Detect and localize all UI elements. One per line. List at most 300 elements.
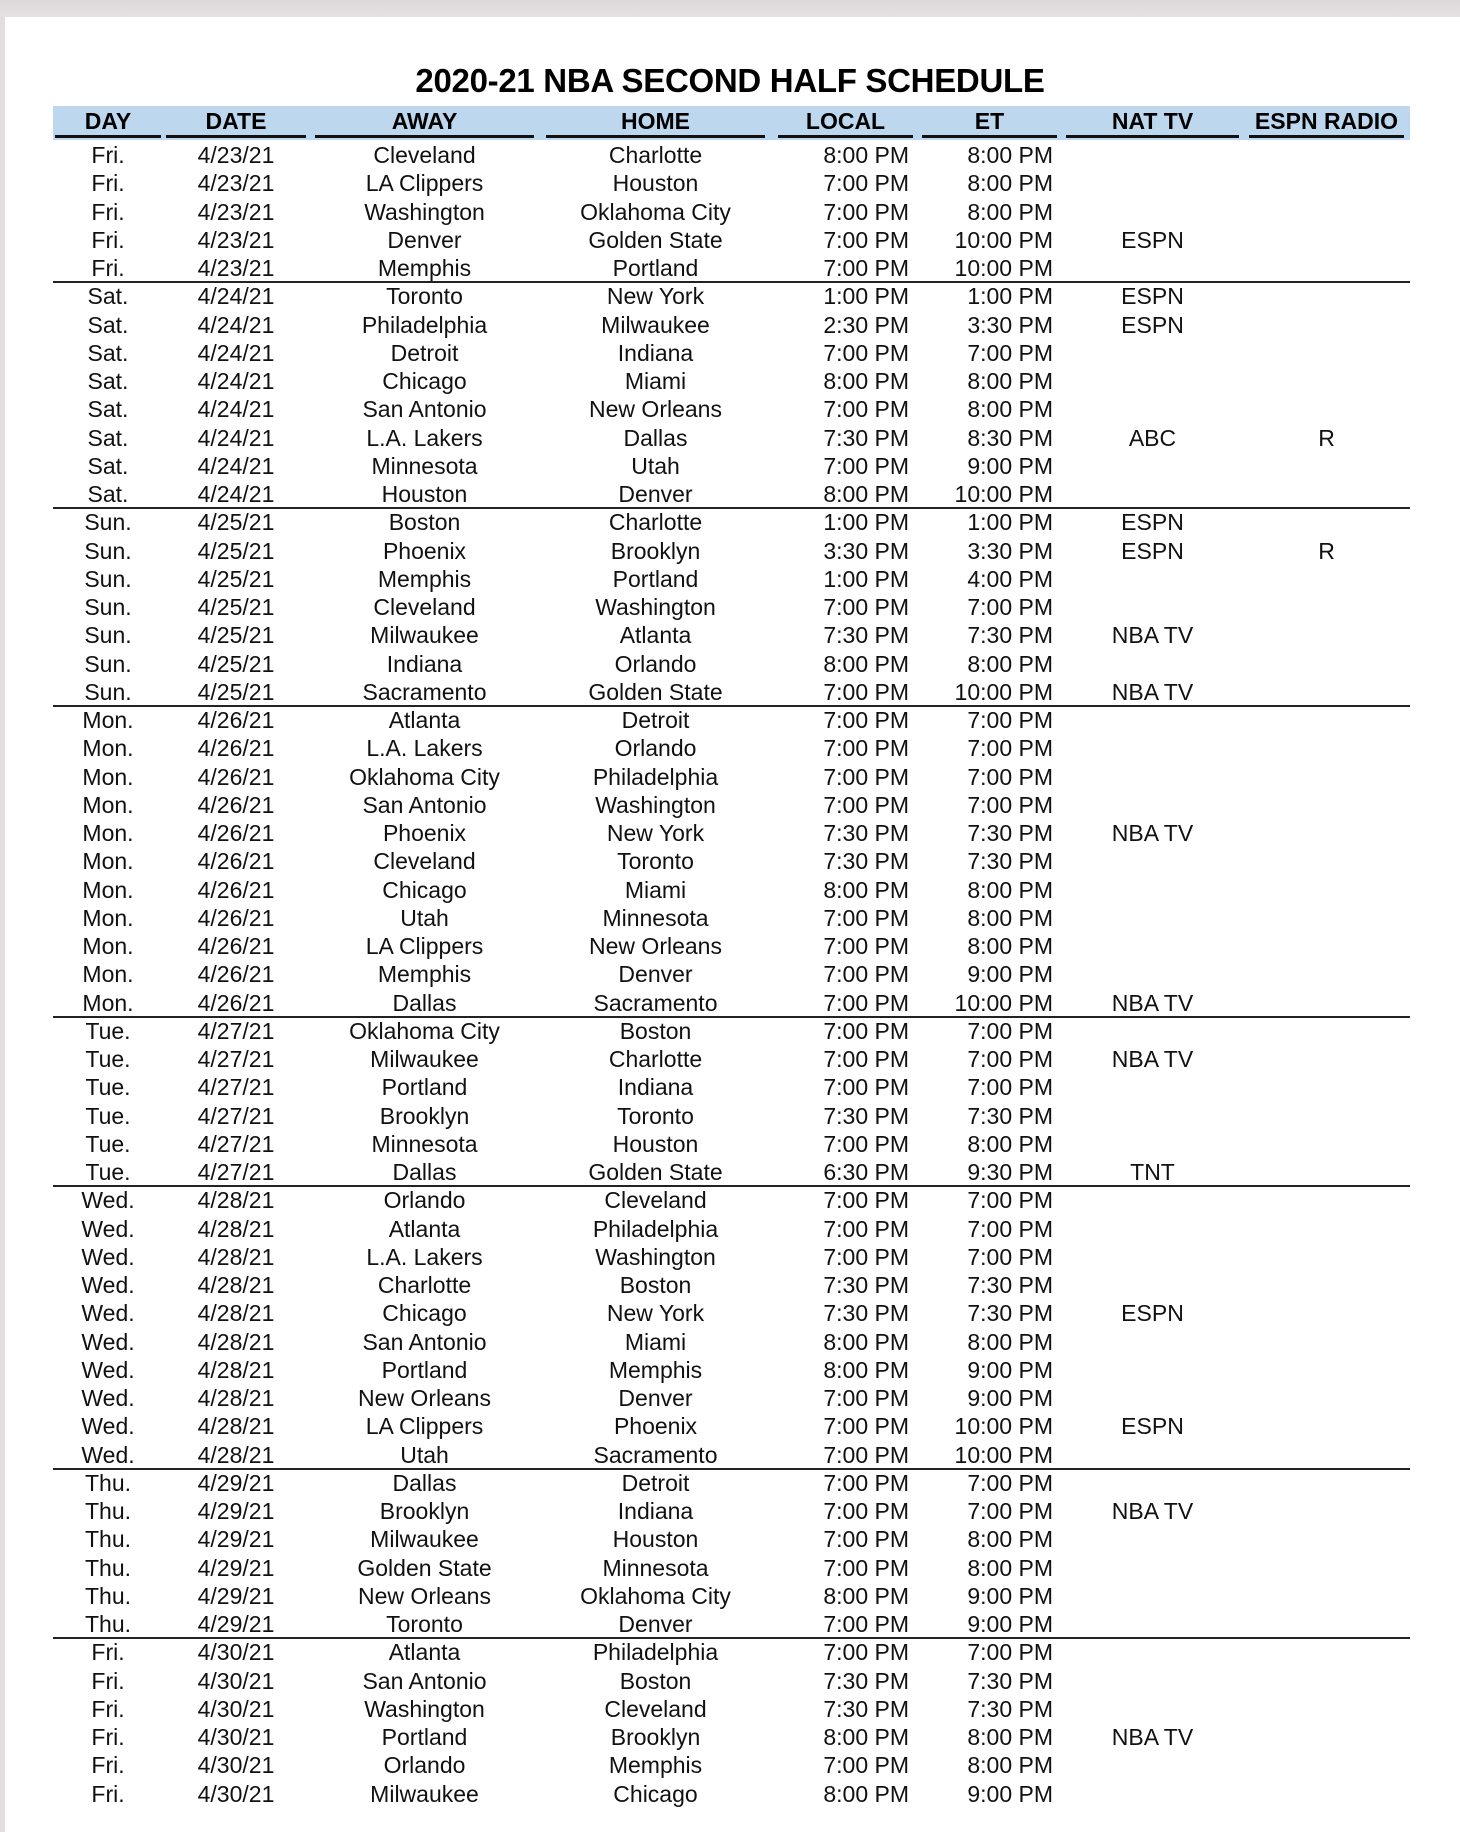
header-home bbox=[546, 106, 765, 140]
cell-home: Washington bbox=[595, 791, 716, 818]
cell-local: 7:00 PM bbox=[823, 396, 909, 423]
cell-day: Thu. bbox=[84, 1469, 132, 1496]
cell-away: Chicago bbox=[382, 876, 467, 903]
cell-day: Sat. bbox=[87, 424, 129, 451]
cell-local: 7:30 PM bbox=[823, 1102, 909, 1129]
cell-home: Miami bbox=[624, 876, 687, 903]
table-row bbox=[0, 565, 1460, 593]
cell-day: Sun. bbox=[84, 650, 132, 677]
cell-home: Golden State bbox=[588, 1159, 723, 1185]
cell-local: 7:00 PM bbox=[823, 678, 909, 705]
cell-home: Toronto bbox=[617, 848, 694, 875]
table-row bbox=[0, 1073, 1460, 1101]
cell-away: Washington bbox=[364, 1695, 485, 1722]
cell-et: 8:00 PM bbox=[967, 198, 1053, 225]
cell-day: Mon. bbox=[82, 848, 134, 875]
header-et bbox=[922, 106, 1057, 140]
cell-local: 7:00 PM bbox=[823, 763, 909, 790]
cell-day: Mon. bbox=[82, 707, 134, 733]
cell-day: Sun. bbox=[84, 678, 132, 705]
cell-local: 8:00 PM bbox=[823, 1356, 909, 1383]
header-local bbox=[778, 106, 913, 140]
cell-local: 7:00 PM bbox=[823, 452, 909, 479]
table-row bbox=[0, 904, 1460, 932]
header-date bbox=[166, 106, 306, 140]
cell-et: 8:00 PM bbox=[967, 650, 1053, 677]
table-row bbox=[0, 169, 1460, 197]
cell-et: 10:00 PM bbox=[954, 1413, 1053, 1440]
cell-et: 7:00 PM bbox=[967, 763, 1053, 790]
cell-away: Charlotte bbox=[377, 1272, 472, 1298]
cell-day: Sat. bbox=[87, 368, 129, 394]
cell-date: 4/25/21 bbox=[197, 622, 275, 649]
cell-home: New Orleans bbox=[589, 933, 722, 959]
cell-nat-tv: NBA TV bbox=[1111, 678, 1194, 705]
cell-date: 4/29/21 bbox=[197, 1498, 275, 1524]
cell-date: 4/30/21 bbox=[197, 1695, 275, 1722]
cell-et: 7:00 PM bbox=[967, 1469, 1053, 1496]
cell-date: 4/25/21 bbox=[197, 678, 275, 705]
cell-date: 4/30/21 bbox=[197, 1639, 275, 1666]
cell-et: 8:00 PM bbox=[967, 933, 1053, 959]
cell-day: Mon. bbox=[82, 791, 134, 818]
cell-local: 7:00 PM bbox=[823, 1046, 909, 1072]
cell-et: 7:00 PM bbox=[967, 1017, 1053, 1044]
cell-et: 9:00 PM bbox=[967, 1385, 1053, 1411]
cell-local: 7:00 PM bbox=[823, 707, 909, 733]
cell-away: LA Clippers bbox=[365, 933, 484, 959]
cell-away: Golden State bbox=[357, 1554, 492, 1581]
table-row bbox=[0, 1243, 1460, 1271]
cell-local: 7:00 PM bbox=[823, 1526, 909, 1553]
cell-local: 7:00 PM bbox=[823, 170, 909, 197]
cell-date: 4/25/21 bbox=[197, 650, 275, 677]
schedule-table-body bbox=[0, 141, 1460, 1808]
cell-date: 4/26/21 bbox=[197, 848, 275, 875]
cell-et: 7:30 PM bbox=[967, 820, 1053, 846]
cell-home: Miami bbox=[624, 368, 687, 394]
cell-local: 7:00 PM bbox=[823, 1413, 909, 1440]
cell-date: 4/26/21 bbox=[197, 904, 275, 931]
header-underline bbox=[166, 135, 306, 138]
cell-et: 8:00 PM bbox=[967, 1526, 1053, 1553]
table-row bbox=[0, 1441, 1460, 1469]
table-row bbox=[0, 1130, 1460, 1158]
cell-away: LA Clippers bbox=[365, 170, 484, 197]
header-nat-tv-label: NAT TV bbox=[1111, 108, 1194, 134]
cell-local: 8:00 PM bbox=[823, 1724, 909, 1750]
cell-date: 4/26/21 bbox=[197, 820, 275, 846]
cell-away: Cleveland bbox=[373, 142, 476, 168]
cell-et: 8:00 PM bbox=[967, 876, 1053, 903]
cell-day: Wed. bbox=[81, 1385, 135, 1411]
cell-home: Brooklyn bbox=[610, 537, 701, 564]
cell-day: Sat. bbox=[87, 339, 129, 366]
cell-date: 4/27/21 bbox=[197, 1159, 275, 1185]
table-row bbox=[0, 847, 1460, 875]
table-row bbox=[0, 1215, 1460, 1243]
cell-home: Houston bbox=[612, 170, 699, 197]
header-underline bbox=[546, 135, 765, 138]
table-row bbox=[0, 960, 1460, 988]
cell-away: San Antonio bbox=[362, 1667, 487, 1694]
cell-local: 8:00 PM bbox=[823, 142, 909, 168]
cell-local: 8:00 PM bbox=[823, 650, 909, 677]
cell-away: Toronto bbox=[386, 283, 463, 310]
cell-date: 4/27/21 bbox=[197, 1046, 275, 1072]
table-row bbox=[0, 932, 1460, 960]
cell-date: 4/27/21 bbox=[197, 1130, 275, 1157]
table-row bbox=[0, 1412, 1460, 1440]
cell-away: Phoenix bbox=[382, 820, 467, 846]
cell-local: 7:00 PM bbox=[823, 989, 909, 1016]
cell-away: L.A. Lakers bbox=[366, 1243, 483, 1270]
cell-et: 7:00 PM bbox=[967, 1243, 1053, 1270]
cell-home: New Orleans bbox=[589, 396, 722, 423]
cell-day: Fri. bbox=[91, 1695, 125, 1722]
cell-espn-radio: R bbox=[1318, 424, 1335, 451]
cell-home: Portland bbox=[612, 565, 699, 592]
cell-day: Wed. bbox=[81, 1243, 135, 1270]
cell-local: 8:00 PM bbox=[823, 368, 909, 394]
cell-away: Milwaukee bbox=[370, 622, 479, 649]
cell-day: Mon. bbox=[82, 735, 134, 762]
cell-away: L.A. Lakers bbox=[366, 735, 483, 762]
cell-et: 7:30 PM bbox=[967, 1102, 1053, 1129]
table-row bbox=[0, 1610, 1460, 1638]
header-underline bbox=[778, 135, 913, 138]
cell-nat-tv: NBA TV bbox=[1111, 820, 1194, 846]
cell-day: Tue. bbox=[85, 1130, 131, 1157]
cell-et: 7:30 PM bbox=[967, 622, 1053, 649]
cell-date: 4/23/21 bbox=[197, 170, 275, 197]
cell-local: 7:00 PM bbox=[823, 339, 909, 366]
cell-away: L.A. Lakers bbox=[366, 424, 483, 451]
cell-day: Thu. bbox=[84, 1582, 132, 1609]
table-row bbox=[0, 395, 1460, 423]
header-espn-radio bbox=[1249, 106, 1404, 140]
table-row bbox=[0, 1384, 1460, 1412]
header-nat-tv bbox=[1066, 106, 1239, 140]
cell-date: 4/26/21 bbox=[197, 791, 275, 818]
cell-et: 8:00 PM bbox=[967, 142, 1053, 168]
cell-local: 8:00 PM bbox=[823, 1328, 909, 1355]
table-row bbox=[0, 1667, 1460, 1695]
cell-date: 4/30/21 bbox=[197, 1724, 275, 1750]
cell-away: Brooklyn bbox=[379, 1498, 470, 1524]
cell-et: 8:00 PM bbox=[967, 1724, 1053, 1750]
cell-home: Boston bbox=[619, 1667, 692, 1694]
cell-day: Mon. bbox=[82, 989, 134, 1016]
cell-day: Mon. bbox=[82, 876, 134, 903]
cell-local: 7:00 PM bbox=[823, 1243, 909, 1270]
cell-home: Golden State bbox=[588, 678, 723, 705]
cell-date: 4/26/21 bbox=[197, 989, 275, 1016]
cell-day: Fri. bbox=[91, 1667, 125, 1694]
table-row bbox=[0, 1638, 1460, 1666]
cell-nat-tv: ESPN bbox=[1121, 1300, 1184, 1327]
cell-home: Sacramento bbox=[593, 1441, 718, 1468]
cell-away: Dallas bbox=[392, 1469, 457, 1496]
cell-date: 4/26/21 bbox=[197, 707, 275, 733]
table-row bbox=[0, 1582, 1460, 1610]
cell-et: 7:00 PM bbox=[967, 791, 1053, 818]
table-row bbox=[0, 1469, 1460, 1497]
cell-away: Indiana bbox=[386, 650, 463, 677]
header-underline bbox=[55, 135, 161, 138]
table-row bbox=[0, 508, 1460, 536]
cell-home: Golden State bbox=[588, 226, 723, 253]
cell-day: Sun. bbox=[84, 565, 132, 592]
cell-home: Detroit bbox=[621, 707, 690, 733]
cell-date: 4/29/21 bbox=[197, 1469, 275, 1496]
cell-home: Denver bbox=[618, 1611, 693, 1637]
table-row bbox=[0, 254, 1460, 282]
cell-et: 8:00 PM bbox=[967, 1130, 1053, 1157]
cell-nat-tv: NBA TV bbox=[1111, 989, 1194, 1016]
cell-et: 7:30 PM bbox=[967, 1667, 1053, 1694]
cell-nat-tv: ABC bbox=[1128, 424, 1177, 451]
cell-away: Chicago bbox=[382, 1300, 467, 1327]
cell-nat-tv: ESPN bbox=[1121, 283, 1184, 310]
cell-date: 4/29/21 bbox=[197, 1554, 275, 1581]
cell-home: Cleveland bbox=[604, 1695, 707, 1722]
cell-home: New York bbox=[606, 820, 705, 846]
cell-day: Mon. bbox=[82, 820, 134, 846]
cell-nat-tv: NBA TV bbox=[1111, 1724, 1194, 1750]
cell-home: Sacramento bbox=[593, 989, 718, 1016]
cell-home: Minnesota bbox=[602, 904, 709, 931]
table-row bbox=[0, 1780, 1460, 1808]
cell-date: 4/30/21 bbox=[197, 1752, 275, 1779]
cell-nat-tv: ESPN bbox=[1121, 311, 1184, 338]
cell-nat-tv: ESPN bbox=[1121, 1413, 1184, 1440]
cell-nat-tv: NBA TV bbox=[1111, 622, 1194, 649]
header-home-label: HOME bbox=[621, 108, 690, 134]
table-row bbox=[0, 1497, 1460, 1525]
cell-home: New York bbox=[606, 1300, 705, 1327]
cell-away: Oklahoma City bbox=[349, 763, 500, 790]
cell-day: Fri. bbox=[91, 1639, 125, 1666]
cell-et: 1:00 PM bbox=[967, 509, 1053, 536]
cell-date: 4/28/21 bbox=[197, 1300, 275, 1327]
cell-local: 3:30 PM bbox=[823, 537, 909, 564]
cell-away: New Orleans bbox=[358, 1582, 491, 1609]
cell-et: 8:00 PM bbox=[967, 396, 1053, 423]
cell-local: 7:00 PM bbox=[823, 198, 909, 225]
cell-et: 7:30 PM bbox=[967, 1272, 1053, 1298]
cell-day: Wed. bbox=[81, 1356, 135, 1383]
cell-et: 7:30 PM bbox=[967, 1695, 1053, 1722]
cell-local: 7:00 PM bbox=[823, 226, 909, 253]
cell-date: 4/26/21 bbox=[197, 876, 275, 903]
window-top-bar bbox=[0, 0, 1460, 17]
cell-date: 4/24/21 bbox=[197, 311, 275, 338]
cell-day: Sun. bbox=[84, 509, 132, 536]
cell-et: 10:00 PM bbox=[954, 226, 1053, 253]
cell-date: 4/26/21 bbox=[197, 933, 275, 959]
cell-local: 7:00 PM bbox=[823, 1187, 909, 1214]
table-row bbox=[0, 650, 1460, 678]
cell-away: San Antonio bbox=[362, 396, 487, 423]
cell-et: 8:00 PM bbox=[967, 1554, 1053, 1581]
cell-et: 7:30 PM bbox=[967, 848, 1053, 875]
header-et-label: ET bbox=[974, 108, 1005, 134]
cell-et: 8:00 PM bbox=[967, 368, 1053, 394]
cell-local: 6:30 PM bbox=[823, 1159, 909, 1185]
cell-home: New York bbox=[606, 283, 705, 310]
cell-away: Portland bbox=[381, 1074, 468, 1101]
cell-day: Thu. bbox=[84, 1611, 132, 1637]
cell-away: Boston bbox=[388, 509, 461, 536]
cell-nat-tv: ESPN bbox=[1121, 509, 1184, 536]
cell-et: 3:30 PM bbox=[967, 311, 1053, 338]
header-underline bbox=[1249, 135, 1404, 138]
cell-et: 7:00 PM bbox=[967, 1187, 1053, 1214]
cell-day: Fri. bbox=[91, 142, 125, 168]
cell-away: Dallas bbox=[392, 989, 457, 1016]
cell-date: 4/28/21 bbox=[197, 1413, 275, 1440]
table-row bbox=[0, 1186, 1460, 1214]
cell-day: Thu. bbox=[84, 1498, 132, 1524]
table-row bbox=[0, 311, 1460, 339]
cell-away: San Antonio bbox=[362, 1328, 487, 1355]
table-row bbox=[0, 706, 1460, 734]
cell-date: 4/29/21 bbox=[197, 1526, 275, 1553]
cell-day: Tue. bbox=[85, 1017, 131, 1044]
cell-local: 1:00 PM bbox=[823, 283, 909, 310]
cell-et: 9:00 PM bbox=[967, 1356, 1053, 1383]
table-row bbox=[0, 593, 1460, 621]
cell-date: 4/24/21 bbox=[197, 396, 275, 423]
cell-home: Miami bbox=[624, 1328, 687, 1355]
cell-day: Tue. bbox=[85, 1074, 131, 1101]
cell-day: Sun. bbox=[84, 594, 132, 620]
table-row bbox=[0, 198, 1460, 226]
cell-home: Washington bbox=[595, 1243, 716, 1270]
table-row bbox=[0, 339, 1460, 367]
cell-away: Atlanta bbox=[388, 1215, 461, 1242]
cell-date: 4/24/21 bbox=[197, 339, 275, 366]
cell-et: 7:00 PM bbox=[967, 594, 1053, 620]
cell-home: Oklahoma City bbox=[580, 198, 731, 225]
cell-day: Mon. bbox=[82, 763, 134, 790]
cell-home: Philadelphia bbox=[592, 1215, 719, 1242]
cell-away: Dallas bbox=[392, 1159, 457, 1185]
cell-away: Minnesota bbox=[371, 1130, 478, 1157]
cell-date: 4/28/21 bbox=[197, 1243, 275, 1270]
cell-local: 7:00 PM bbox=[823, 255, 909, 281]
cell-local: 8:00 PM bbox=[823, 481, 909, 507]
cell-away: Minnesota bbox=[371, 452, 478, 479]
cell-away: Atlanta bbox=[388, 1639, 461, 1666]
cell-home: Memphis bbox=[608, 1752, 703, 1779]
cell-home: Detroit bbox=[621, 1469, 690, 1496]
table-row bbox=[0, 1525, 1460, 1553]
cell-local: 7:00 PM bbox=[823, 791, 909, 818]
cell-et: 9:30 PM bbox=[967, 1159, 1053, 1185]
cell-day: Thu. bbox=[84, 1526, 132, 1553]
table-row bbox=[0, 1695, 1460, 1723]
cell-home: Houston bbox=[612, 1130, 699, 1157]
table-row bbox=[0, 1356, 1460, 1384]
cell-day: Sat. bbox=[87, 452, 129, 479]
cell-et: 7:00 PM bbox=[967, 1215, 1053, 1242]
cell-home: Denver bbox=[618, 961, 693, 988]
cell-home: Houston bbox=[612, 1526, 699, 1553]
cell-date: 4/28/21 bbox=[197, 1328, 275, 1355]
cell-nat-tv: ESPN bbox=[1121, 226, 1184, 253]
cell-home: Indiana bbox=[617, 339, 694, 366]
cell-et: 9:00 PM bbox=[967, 961, 1053, 988]
cell-day: Fri. bbox=[91, 1724, 125, 1750]
header-away bbox=[315, 106, 534, 140]
cell-home: Memphis bbox=[608, 1356, 703, 1383]
cell-away: Phoenix bbox=[382, 537, 467, 564]
cell-date: 4/28/21 bbox=[197, 1272, 275, 1298]
table-row bbox=[0, 1751, 1460, 1779]
cell-date: 4/28/21 bbox=[197, 1215, 275, 1242]
cell-local: 7:00 PM bbox=[823, 1752, 909, 1779]
cell-home: Philadelphia bbox=[592, 1639, 719, 1666]
cell-day: Fri. bbox=[91, 226, 125, 253]
cell-home: Denver bbox=[618, 1385, 693, 1411]
cell-date: 4/24/21 bbox=[197, 368, 275, 394]
cell-away: Milwaukee bbox=[370, 1046, 479, 1072]
schedule-title: 2020-21 NBA SECOND HALF SCHEDULE bbox=[415, 62, 1045, 99]
cell-home: Denver bbox=[618, 481, 693, 507]
cell-local: 7:00 PM bbox=[823, 1611, 909, 1637]
cell-local: 7:00 PM bbox=[823, 961, 909, 988]
cell-home: Orlando bbox=[614, 735, 697, 762]
cell-date: 4/28/21 bbox=[197, 1356, 275, 1383]
cell-local: 7:00 PM bbox=[823, 1498, 909, 1524]
cell-nat-tv: NBA TV bbox=[1111, 1046, 1194, 1072]
cell-date: 4/30/21 bbox=[197, 1667, 275, 1694]
table-row bbox=[0, 226, 1460, 254]
cell-nat-tv: TNT bbox=[1130, 1159, 1175, 1185]
cell-nat-tv: ESPN bbox=[1121, 537, 1184, 564]
cell-local: 7:30 PM bbox=[823, 848, 909, 875]
cell-away: Memphis bbox=[377, 961, 472, 988]
header-underline bbox=[922, 135, 1057, 138]
table-row bbox=[0, 621, 1460, 649]
cell-date: 4/26/21 bbox=[197, 763, 275, 790]
cell-away: Utah bbox=[400, 1441, 449, 1468]
cell-day: Fri. bbox=[91, 198, 125, 225]
cell-away: Oklahoma City bbox=[349, 1017, 500, 1044]
cell-day: Fri. bbox=[91, 255, 125, 281]
cell-day: Sat. bbox=[87, 283, 129, 310]
cell-date: 4/30/21 bbox=[197, 1780, 275, 1807]
cell-date: 4/24/21 bbox=[197, 283, 275, 310]
cell-et: 7:00 PM bbox=[967, 1074, 1053, 1101]
cell-et: 10:00 PM bbox=[954, 481, 1053, 507]
cell-local: 7:00 PM bbox=[823, 1441, 909, 1468]
cell-date: 4/26/21 bbox=[197, 961, 275, 988]
cell-date: 4/25/21 bbox=[197, 537, 275, 564]
cell-home: Washington bbox=[595, 594, 716, 620]
cell-date: 4/26/21 bbox=[197, 735, 275, 762]
table-row bbox=[0, 678, 1460, 706]
cell-nat-tv: NBA TV bbox=[1111, 1498, 1194, 1524]
table-row bbox=[0, 1158, 1460, 1186]
cell-home: Cleveland bbox=[604, 1187, 707, 1214]
table-row bbox=[0, 367, 1460, 395]
cell-day: Fri. bbox=[91, 170, 125, 197]
cell-local: 7:30 PM bbox=[823, 622, 909, 649]
cell-away: Orlando bbox=[383, 1187, 466, 1214]
